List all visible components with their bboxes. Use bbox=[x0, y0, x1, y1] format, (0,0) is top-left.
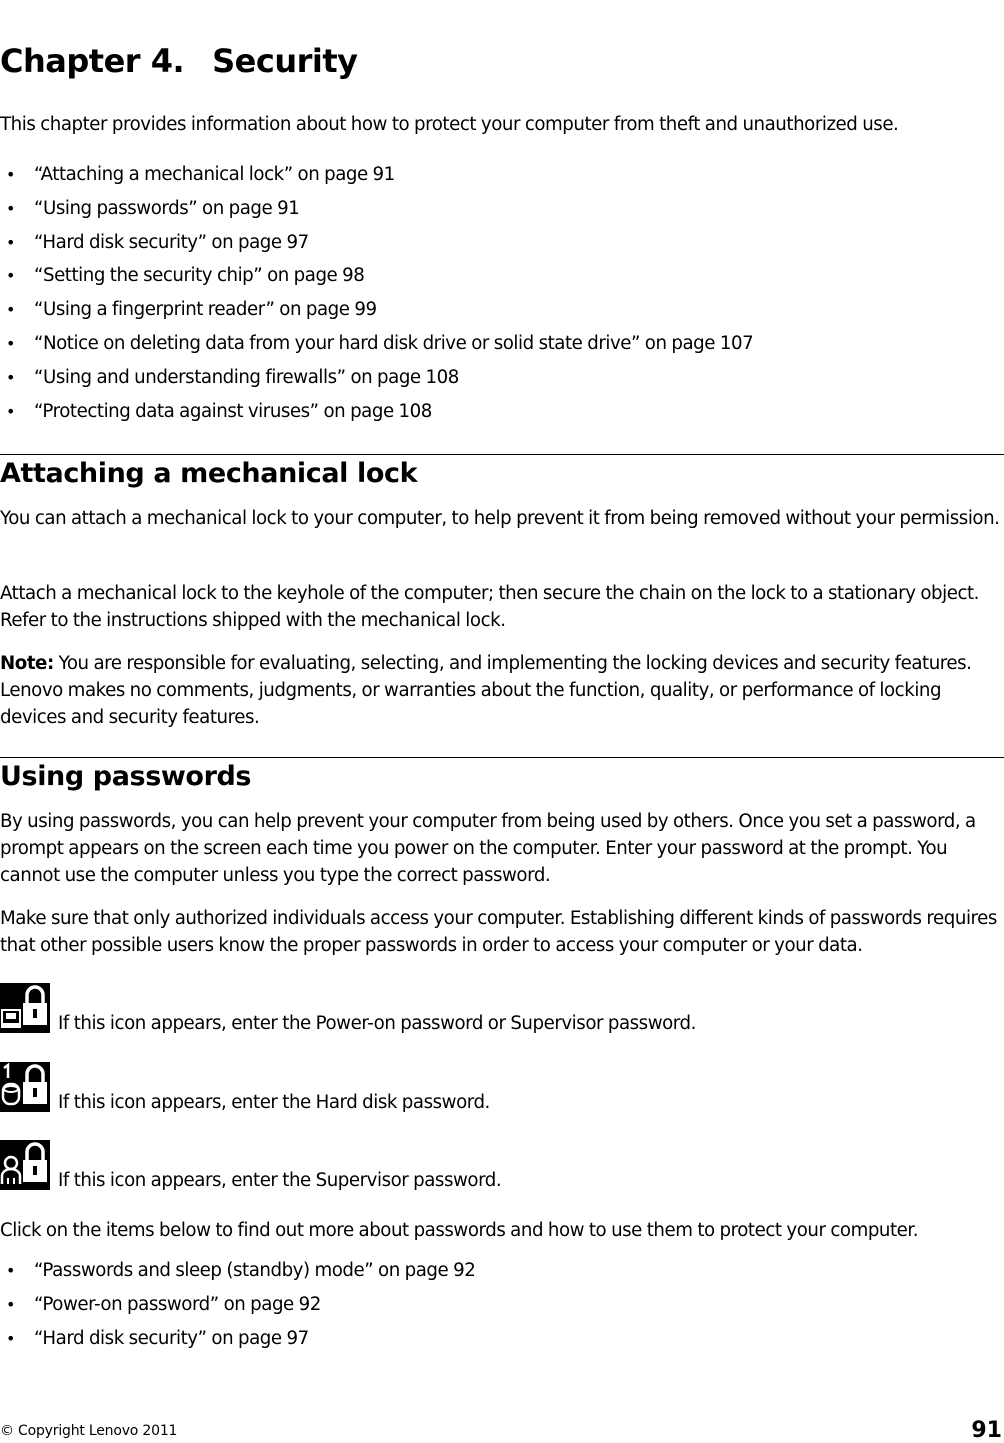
power-on-password-note bbox=[0, 983, 1004, 1035]
section-title-using-passwords: Using passwords bbox=[0, 761, 252, 792]
footer-copyright: © Copyright Lenovo 2011 bbox=[0, 1423, 178, 1439]
page-number: 91 bbox=[971, 1418, 1002, 1443]
chapter-title bbox=[0, 42, 358, 80]
note-text: You are responsible for evaluating, selecting, and implementing the locking devices and security features. Lenovo makes no comments, judgments, or warranties about the function, quality, or performance of locking devices and security features. bbox=[0, 653, 972, 728]
toc-link-security-chip[interactable]: • “Setting the security chip” on page 98 bbox=[0, 259, 753, 293]
chapter-number: Chapter 4. bbox=[0, 42, 185, 80]
supervisor-icon-text: If this icon appears, enter the Supervisor password. bbox=[58, 1170, 502, 1191]
section-title-mechanical-lock: Attaching a mechanical lock bbox=[0, 458, 418, 489]
toc-link-mechanical-lock[interactable]: • “Attaching a mechanical lock” on page 91 bbox=[0, 158, 753, 192]
toc-link-fingerprint-reader[interactable]: • “Using a fingerprint reader” on page 99 bbox=[0, 293, 753, 327]
link-passwords-sleep-mode[interactable]: • “Passwords and sleep (standby) mode” on page 92 bbox=[0, 1254, 475, 1288]
lock-paragraph-1: You can attach a mechanical lock to your computer, to help prevent it from being removed without your permission. bbox=[0, 508, 1000, 529]
chapter-name: Security bbox=[212, 42, 358, 80]
toc-link-hard-disk-security[interactable]: • “Hard disk security” on page 97 bbox=[0, 226, 753, 260]
section-divider bbox=[0, 757, 1004, 758]
lock-paragraph-2: Attach a mechanical lock to the keyhole of the computer; then secure the chain on the lock to a stationary object. Refer to the instructions shipped with the mechanical lock. bbox=[0, 583, 980, 631]
hard-disk-icon-text: If this icon appears, enter the Hard disk password. bbox=[58, 1092, 490, 1113]
chapter-intro: This chapter provides information about how to protect your computer from theft and unauthorized use. bbox=[0, 114, 899, 135]
lock-note bbox=[0, 650, 1004, 731]
section-divider bbox=[0, 454, 1004, 455]
power-on-lock-icon bbox=[0, 983, 50, 1033]
supervisor-lock-icon bbox=[0, 1140, 50, 1190]
toc-link-viruses[interactable]: • “Protecting data against viruses” on page 108 bbox=[0, 395, 753, 429]
link-hard-disk-security[interactable]: • “Hard disk security” on page 97 bbox=[0, 1322, 475, 1356]
toc-link-deleting-data[interactable]: • “Notice on deleting data from your hard disk drive or solid state drive” on page 107 bbox=[0, 327, 753, 361]
password-paragraph-3: Click on the items below to find out more about passwords and how to use them to protect your computer. bbox=[0, 1220, 919, 1241]
toc-link-firewalls[interactable]: • “Using and understanding firewalls” on page 108 bbox=[0, 361, 753, 395]
hard-disk-password-note bbox=[0, 1062, 1004, 1114]
password-links bbox=[0, 1254, 475, 1355]
password-paragraph-1: By using passwords, you can help prevent your computer from being used by others. Once you set a password, a prompt appears on the screen each time you power on the computer. Enter your password at the prompt. You cannot use the computer unless you type the correct password. bbox=[0, 811, 976, 886]
supervisor-password-note bbox=[0, 1140, 1004, 1192]
chapter-toc bbox=[0, 158, 753, 428]
link-power-on-password[interactable]: • “Power-on password” on page 92 bbox=[0, 1288, 475, 1322]
password-paragraph-2: Make sure that only authorized individuals access your computer. Establishing different kinds of passwords requires that other possible users know the proper passwords in order to access your computer or your data. bbox=[0, 908, 997, 956]
note-label: Note: bbox=[0, 653, 54, 674]
hard-disk-lock-icon bbox=[0, 1062, 50, 1112]
power-on-icon-text: If this icon appears, enter the Power-on password or Supervisor password. bbox=[58, 1013, 696, 1034]
toc-link-using-passwords[interactable]: • “Using passwords” on page 91 bbox=[0, 192, 753, 226]
